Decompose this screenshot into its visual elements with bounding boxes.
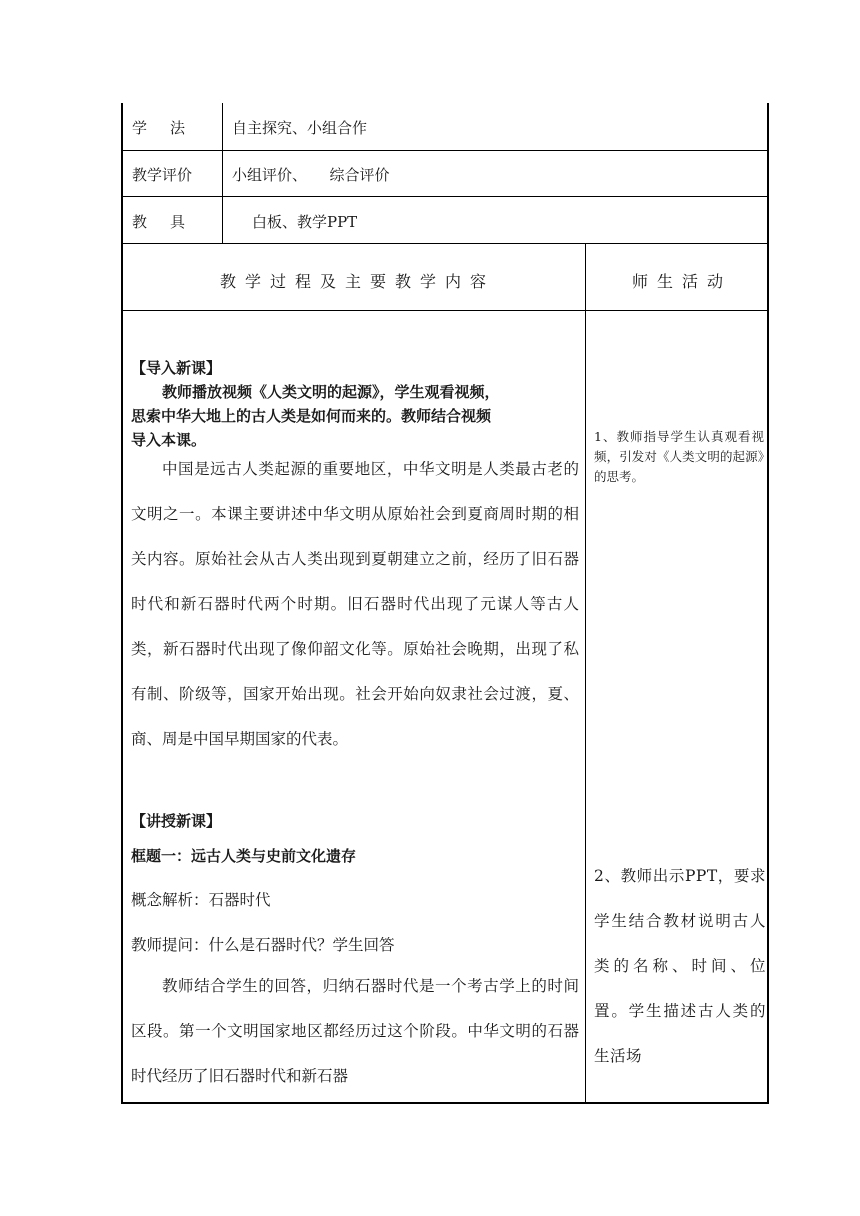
row-divider-2: [121, 196, 769, 197]
row-divider-3: [121, 243, 769, 244]
label-column-divider: [222, 103, 223, 244]
info-label-tools: 教 具: [132, 213, 190, 231]
row-divider-1: [121, 150, 769, 151]
table-left-border: [121, 103, 123, 1104]
table-right-border: [767, 103, 769, 1104]
header-teaching-process: 教学过程及主要教学内容: [220, 272, 496, 291]
intro-bold-line-2: 思索中华大地上的古人类是如何而来的。教师结合视频: [131, 407, 492, 425]
header-activities: 师生活动: [632, 272, 733, 291]
lesson-heading: 【讲授新课】: [131, 812, 222, 830]
table-bottom-border: [121, 1102, 769, 1104]
lesson-paragraph: [131, 964, 579, 1099]
intro-paragraph-text: 中国是远古人类起源的重要地区，中华文明是人类最古老的文明之一。本课主要讲述中华文明从原始社会到夏商周时期的相关内容。原始社会从古人类出现到夏朝建立之前，经历了旧石器时代和新石器时代两个时期。旧石器时代出现了元谋人等古人类，新石器时代出现了像仰韶文化等。原始社会晚期，出现了私有制、阶级等，国家开始出现。社会开始向奴隶社会过渡，夏、商、周是中国早期国家的代表。: [131, 460, 579, 748]
header-bottom-divider: [121, 310, 769, 311]
lesson-paragraph-text: 教师结合学生的回答，归纳石器时代是一个考古学上的时间区段。第一个文明国家地区都经历过这个阶段。中华文明的石器时代经历了旧石器时代和新石器: [131, 977, 579, 1085]
lesson-topic: 框题一：远古人类与史前文化遗存: [131, 847, 357, 865]
lesson-question: 教师提问：什么是石器时代？学生回答: [131, 936, 395, 954]
info-value-tools: 白板、教学PPT: [252, 213, 358, 231]
lesson-concept: 概念解析：石器时代: [131, 891, 271, 909]
info-value-study-method: 自主探究、小组合作: [232, 119, 368, 137]
intro-heading: 【导入新课】: [131, 359, 222, 377]
activity-column-divider: [585, 243, 586, 1104]
activity-2: 2、教师出示PPT，要求学生结合教材说明古人类的名称、时间、位置。学生描述古人类的生活场: [594, 867, 766, 1065]
intro-bold-line-1: 教师播放视频《人类文明的起源》，学生观看视频，: [162, 383, 500, 401]
info-value-evaluation: 小组评价、 综合评价: [232, 166, 390, 184]
activity-1: 1、教师指导学生认真观看视频，引发对《人类文明的起源》的思考。: [594, 429, 764, 484]
intro-bold-line-3: 导入本课。: [131, 431, 207, 449]
info-label-evaluation: 教学评价: [132, 166, 193, 184]
info-label-study-method: 学 法: [132, 119, 190, 137]
intro-paragraph: [131, 447, 579, 762]
